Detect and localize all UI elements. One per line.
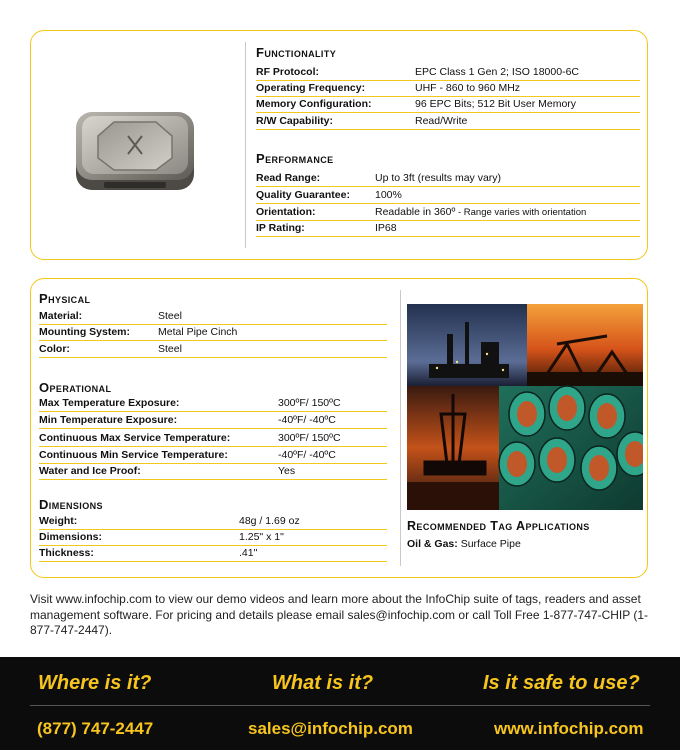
panel-divider	[245, 42, 246, 248]
spec-value	[158, 342, 182, 357]
spec-row	[39, 530, 387, 546]
operational-title: Operational	[39, 380, 112, 395]
spec-row	[39, 413, 387, 429]
spec-value-text: 100%	[375, 189, 402, 201]
spec-row	[256, 65, 640, 81]
performance-title: Performance	[256, 151, 334, 166]
spec-value-text: Up to 3ft (results may vary)	[375, 172, 502, 184]
spec-label: Thickness:	[39, 547, 94, 559]
spec-value	[239, 514, 300, 529]
spec-value	[375, 221, 397, 236]
spec-value-text: 300ºF/ 150ºC	[278, 397, 341, 409]
spec-label: Material:	[39, 310, 83, 322]
tagline-what: What is it?	[272, 672, 374, 694]
spec-value	[415, 114, 467, 129]
spec-value-text: -40ºF/ -40ºC	[278, 414, 336, 426]
spec-value	[239, 546, 257, 561]
spec-value	[415, 81, 520, 96]
physical-title: Physical	[39, 291, 91, 306]
spec-value-text: -40ºF/ -40ºC	[278, 449, 336, 461]
spec-row	[39, 464, 387, 480]
spec-row	[256, 188, 640, 204]
spec-label: Memory Configuration:	[256, 98, 372, 110]
spec-label: Continuous Min Service Temperature:	[39, 449, 228, 461]
applications-photo-collage	[407, 304, 643, 510]
spec-value	[158, 309, 182, 324]
spec-label: Max Temperature Exposure:	[39, 397, 180, 409]
spec-label: Quality Guarantee:	[256, 189, 350, 201]
spec-row	[256, 205, 640, 221]
spec-label: Operating Frequency:	[256, 82, 366, 94]
spec-row	[256, 97, 640, 113]
spec-value	[278, 464, 295, 479]
spec-value-text: Metal Pipe Cinch	[158, 326, 238, 338]
bottom-banner	[0, 657, 680, 750]
spec-row	[39, 546, 387, 562]
spec-label: Water and Ice Proof:	[39, 465, 141, 477]
spec-value	[278, 448, 336, 463]
email-link[interactable]: sales@infochip.com	[248, 719, 413, 738]
panel-divider	[400, 290, 401, 566]
functionality-title: Functionality	[256, 45, 337, 60]
spec-row	[39, 431, 387, 447]
application-label: Oil & Gas:	[407, 538, 458, 550]
spec-row	[256, 171, 640, 187]
spec-row	[39, 448, 387, 464]
spec-value-text: 48g / 1.69 oz	[239, 515, 300, 527]
spec-value	[375, 171, 501, 186]
spec-label: Continuous Max Service Temperature:	[39, 432, 231, 444]
banner-divider	[30, 705, 650, 706]
spec-value-text: 300ºF/ 150ºC	[278, 432, 341, 444]
spec-value-text: Steel	[158, 343, 182, 355]
spec-row	[39, 396, 387, 412]
spec-label: RF Protocol:	[256, 66, 319, 78]
contact-paragraph: Visit www.infochip.com to view our demo videos and learn more about the InfoChip suite of tags, readers and asset management software. For pricing and details please email sales@infochip.com or call Toll Free 1-877-747-CHIP (1-877-747-2447).	[30, 592, 649, 637]
application-entry	[407, 538, 521, 550]
spec-value	[158, 325, 237, 340]
spec-label: R/W Capability:	[256, 115, 334, 127]
spec-row	[39, 342, 387, 358]
website-link[interactable]: www.infochip.com	[494, 719, 644, 738]
dimensions-title: Dimensions	[39, 497, 103, 512]
spec-value-text: 96 EPC Bits; 512 Bit User Memory	[415, 98, 577, 110]
spec-label: Color:	[39, 343, 70, 355]
spec-value	[278, 396, 341, 411]
spec-value-text: Yes	[278, 465, 296, 477]
spec-label: Min Temperature Exposure:	[39, 414, 178, 426]
spec-label: Mounting System:	[39, 326, 130, 338]
spec-row	[256, 81, 640, 97]
spec-row	[39, 325, 387, 341]
spec-value	[375, 205, 586, 220]
spec-value	[239, 530, 284, 545]
spec-label: IP Rating:	[256, 222, 305, 234]
application-value: Surface Pipe	[460, 538, 521, 550]
spec-value-note: - Range varies with orientation	[455, 207, 587, 218]
spec-row	[39, 309, 387, 325]
spec-label: Orientation:	[256, 206, 316, 218]
spec-value	[278, 431, 341, 446]
spec-value-text: Readable in 360º	[375, 206, 456, 218]
steel-tag-product-image	[74, 108, 196, 194]
spec-value-text: Read/Write	[415, 115, 468, 127]
spec-value-text: 1.25" x 1"	[239, 531, 284, 543]
tagline-safe: Is it safe to use?	[483, 672, 640, 694]
spec-value	[375, 188, 402, 203]
phone-number: (877) 747-2447	[37, 719, 154, 738]
spec-value-text: IP68	[375, 222, 397, 234]
spec-row	[256, 114, 640, 130]
spec-label: Read Range:	[256, 172, 321, 184]
spec-row	[256, 221, 640, 237]
tagline-where: Where is it?	[38, 672, 152, 694]
spec-value-text: EPC Class 1 Gen 2; ISO 18000-6C	[415, 66, 579, 78]
spec-value-text: .41"	[239, 547, 258, 559]
spec-label: Weight:	[39, 515, 78, 527]
recommended-applications-title: Recommended Tag Applications	[407, 519, 590, 533]
spec-row	[39, 514, 387, 530]
spec-label: Dimensions:	[39, 531, 103, 543]
spec-value	[415, 65, 579, 80]
spec-value	[415, 97, 576, 112]
spec-value-text: Steel	[158, 310, 182, 322]
spec-value	[278, 413, 336, 428]
spec-value-text: UHF - 860 to 960 MHz	[415, 82, 521, 94]
